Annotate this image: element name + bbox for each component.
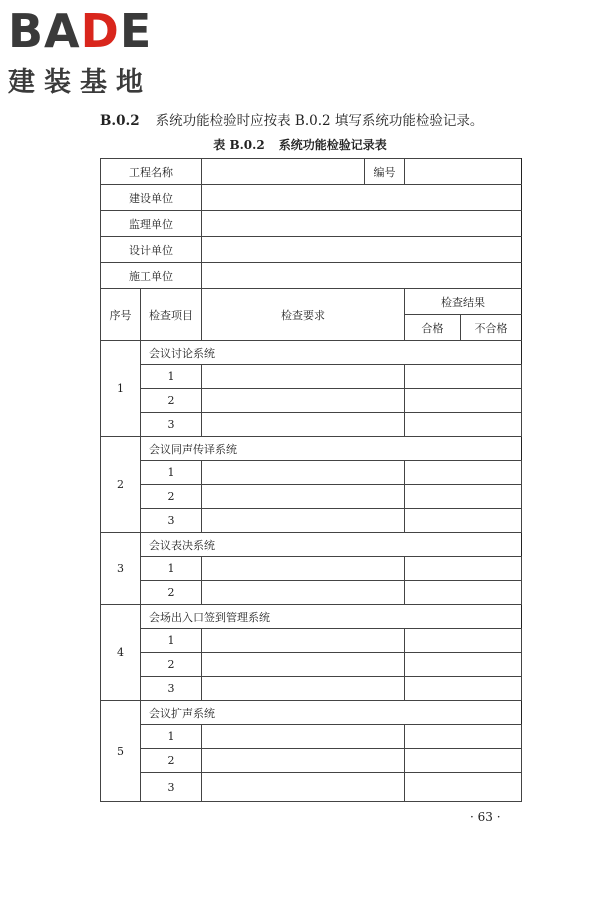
col-header-result: 检查结果	[405, 289, 522, 315]
result-pass-cell[interactable]	[405, 581, 522, 605]
logo-chinese-name: 建装基地	[8, 67, 152, 98]
item-number: 2	[141, 749, 202, 773]
item-number: 2	[141, 389, 202, 413]
requirement-cell[interactable]	[202, 773, 405, 802]
item-number: 3	[141, 413, 202, 437]
table-number: 表 B.0.2	[213, 138, 265, 152]
requirement-cell[interactable]	[202, 461, 405, 485]
table-caption	[0, 136, 600, 153]
item-number: 1	[141, 557, 202, 581]
item-number: 2	[141, 653, 202, 677]
requirement-cell[interactable]	[202, 749, 405, 773]
requirement-cell[interactable]	[202, 485, 405, 509]
result-pass-cell[interactable]	[405, 365, 522, 389]
label-serial-no: 编号	[365, 159, 405, 185]
section-seq: 5	[101, 701, 141, 802]
section-title: 会场出入口签到管理系统	[141, 605, 522, 629]
item-number: 1	[141, 725, 202, 749]
intro-paragraph	[100, 109, 483, 129]
field-supervision-unit[interactable]	[202, 211, 522, 237]
requirement-cell[interactable]	[202, 629, 405, 653]
table-row	[101, 773, 522, 802]
result-pass-cell[interactable]	[405, 389, 522, 413]
label-design-unit: 设计单位	[101, 237, 202, 263]
table-title: 系统功能检验记录表	[278, 138, 387, 152]
result-pass-cell[interactable]	[405, 773, 522, 802]
field-project-name[interactable]	[202, 159, 365, 185]
logo-wordmark: BADE	[8, 4, 153, 58]
requirement-cell[interactable]	[202, 413, 405, 437]
table-row	[101, 461, 522, 485]
requirement-cell[interactable]	[202, 725, 405, 749]
field-construction-unit[interactable]	[202, 185, 522, 211]
col-header-item: 检查项目	[141, 289, 202, 341]
item-number: 3	[141, 677, 202, 701]
field-design-unit[interactable]	[202, 237, 522, 263]
page-number: · 63 ·	[470, 810, 501, 824]
requirement-cell[interactable]	[202, 653, 405, 677]
col-header-pass: 合格	[405, 315, 461, 341]
section-seq: 4	[101, 605, 141, 701]
section-title: 会议表决系统	[141, 533, 522, 557]
section-seq: 3	[101, 533, 141, 605]
inspection-record-table	[100, 158, 522, 802]
clause-text: 系统功能检验时应按表 B.0.2 填写系统功能检验记录。	[155, 113, 484, 129]
section-seq: 2	[101, 437, 141, 533]
item-number: 1	[141, 461, 202, 485]
col-header-fail: 不合格	[461, 315, 522, 341]
label-project-name: 工程名称	[101, 159, 202, 185]
table-row	[101, 749, 522, 773]
result-pass-cell[interactable]	[405, 485, 522, 509]
result-pass-cell[interactable]	[405, 557, 522, 581]
item-number: 2	[141, 581, 202, 605]
label-contractor-unit: 施工单位	[101, 263, 202, 289]
label-construction-unit: 建设单位	[101, 185, 202, 211]
section-title: 会议同声传译系统	[141, 437, 522, 461]
item-number: 1	[141, 629, 202, 653]
table-row	[101, 413, 522, 437]
clause-number: B.0.2	[100, 113, 140, 129]
item-number: 3	[141, 773, 202, 802]
table-row	[101, 365, 522, 389]
table-row	[101, 485, 522, 509]
requirement-cell[interactable]	[202, 677, 405, 701]
item-number: 1	[141, 365, 202, 389]
field-serial-no[interactable]	[405, 159, 522, 185]
section-title: 会议扩声系统	[141, 701, 522, 725]
col-header-seq: 序号	[101, 289, 141, 341]
result-pass-cell[interactable]	[405, 725, 522, 749]
table-row	[101, 629, 522, 653]
result-pass-cell[interactable]	[405, 509, 522, 533]
col-header-requirement: 检查要求	[202, 289, 405, 341]
item-number: 2	[141, 485, 202, 509]
field-contractor-unit[interactable]	[202, 263, 522, 289]
requirement-cell[interactable]	[202, 557, 405, 581]
brand-logo	[8, 6, 152, 99]
requirement-cell[interactable]	[202, 509, 405, 533]
table-row	[101, 389, 522, 413]
result-pass-cell[interactable]	[405, 629, 522, 653]
result-pass-cell[interactable]	[405, 653, 522, 677]
section-title: 会议讨论系统	[141, 341, 522, 365]
requirement-cell[interactable]	[202, 581, 405, 605]
table-row	[101, 509, 522, 533]
result-pass-cell[interactable]	[405, 461, 522, 485]
table-row	[101, 677, 522, 701]
result-pass-cell[interactable]	[405, 413, 522, 437]
requirement-cell[interactable]	[202, 389, 405, 413]
table-row	[101, 581, 522, 605]
section-seq: 1	[101, 341, 141, 437]
table-row	[101, 653, 522, 677]
item-number: 3	[141, 509, 202, 533]
table-row	[101, 557, 522, 581]
label-supervision-unit: 监理单位	[101, 211, 202, 237]
result-pass-cell[interactable]	[405, 749, 522, 773]
result-pass-cell[interactable]	[405, 677, 522, 701]
requirement-cell[interactable]	[202, 365, 405, 389]
table-row	[101, 725, 522, 749]
